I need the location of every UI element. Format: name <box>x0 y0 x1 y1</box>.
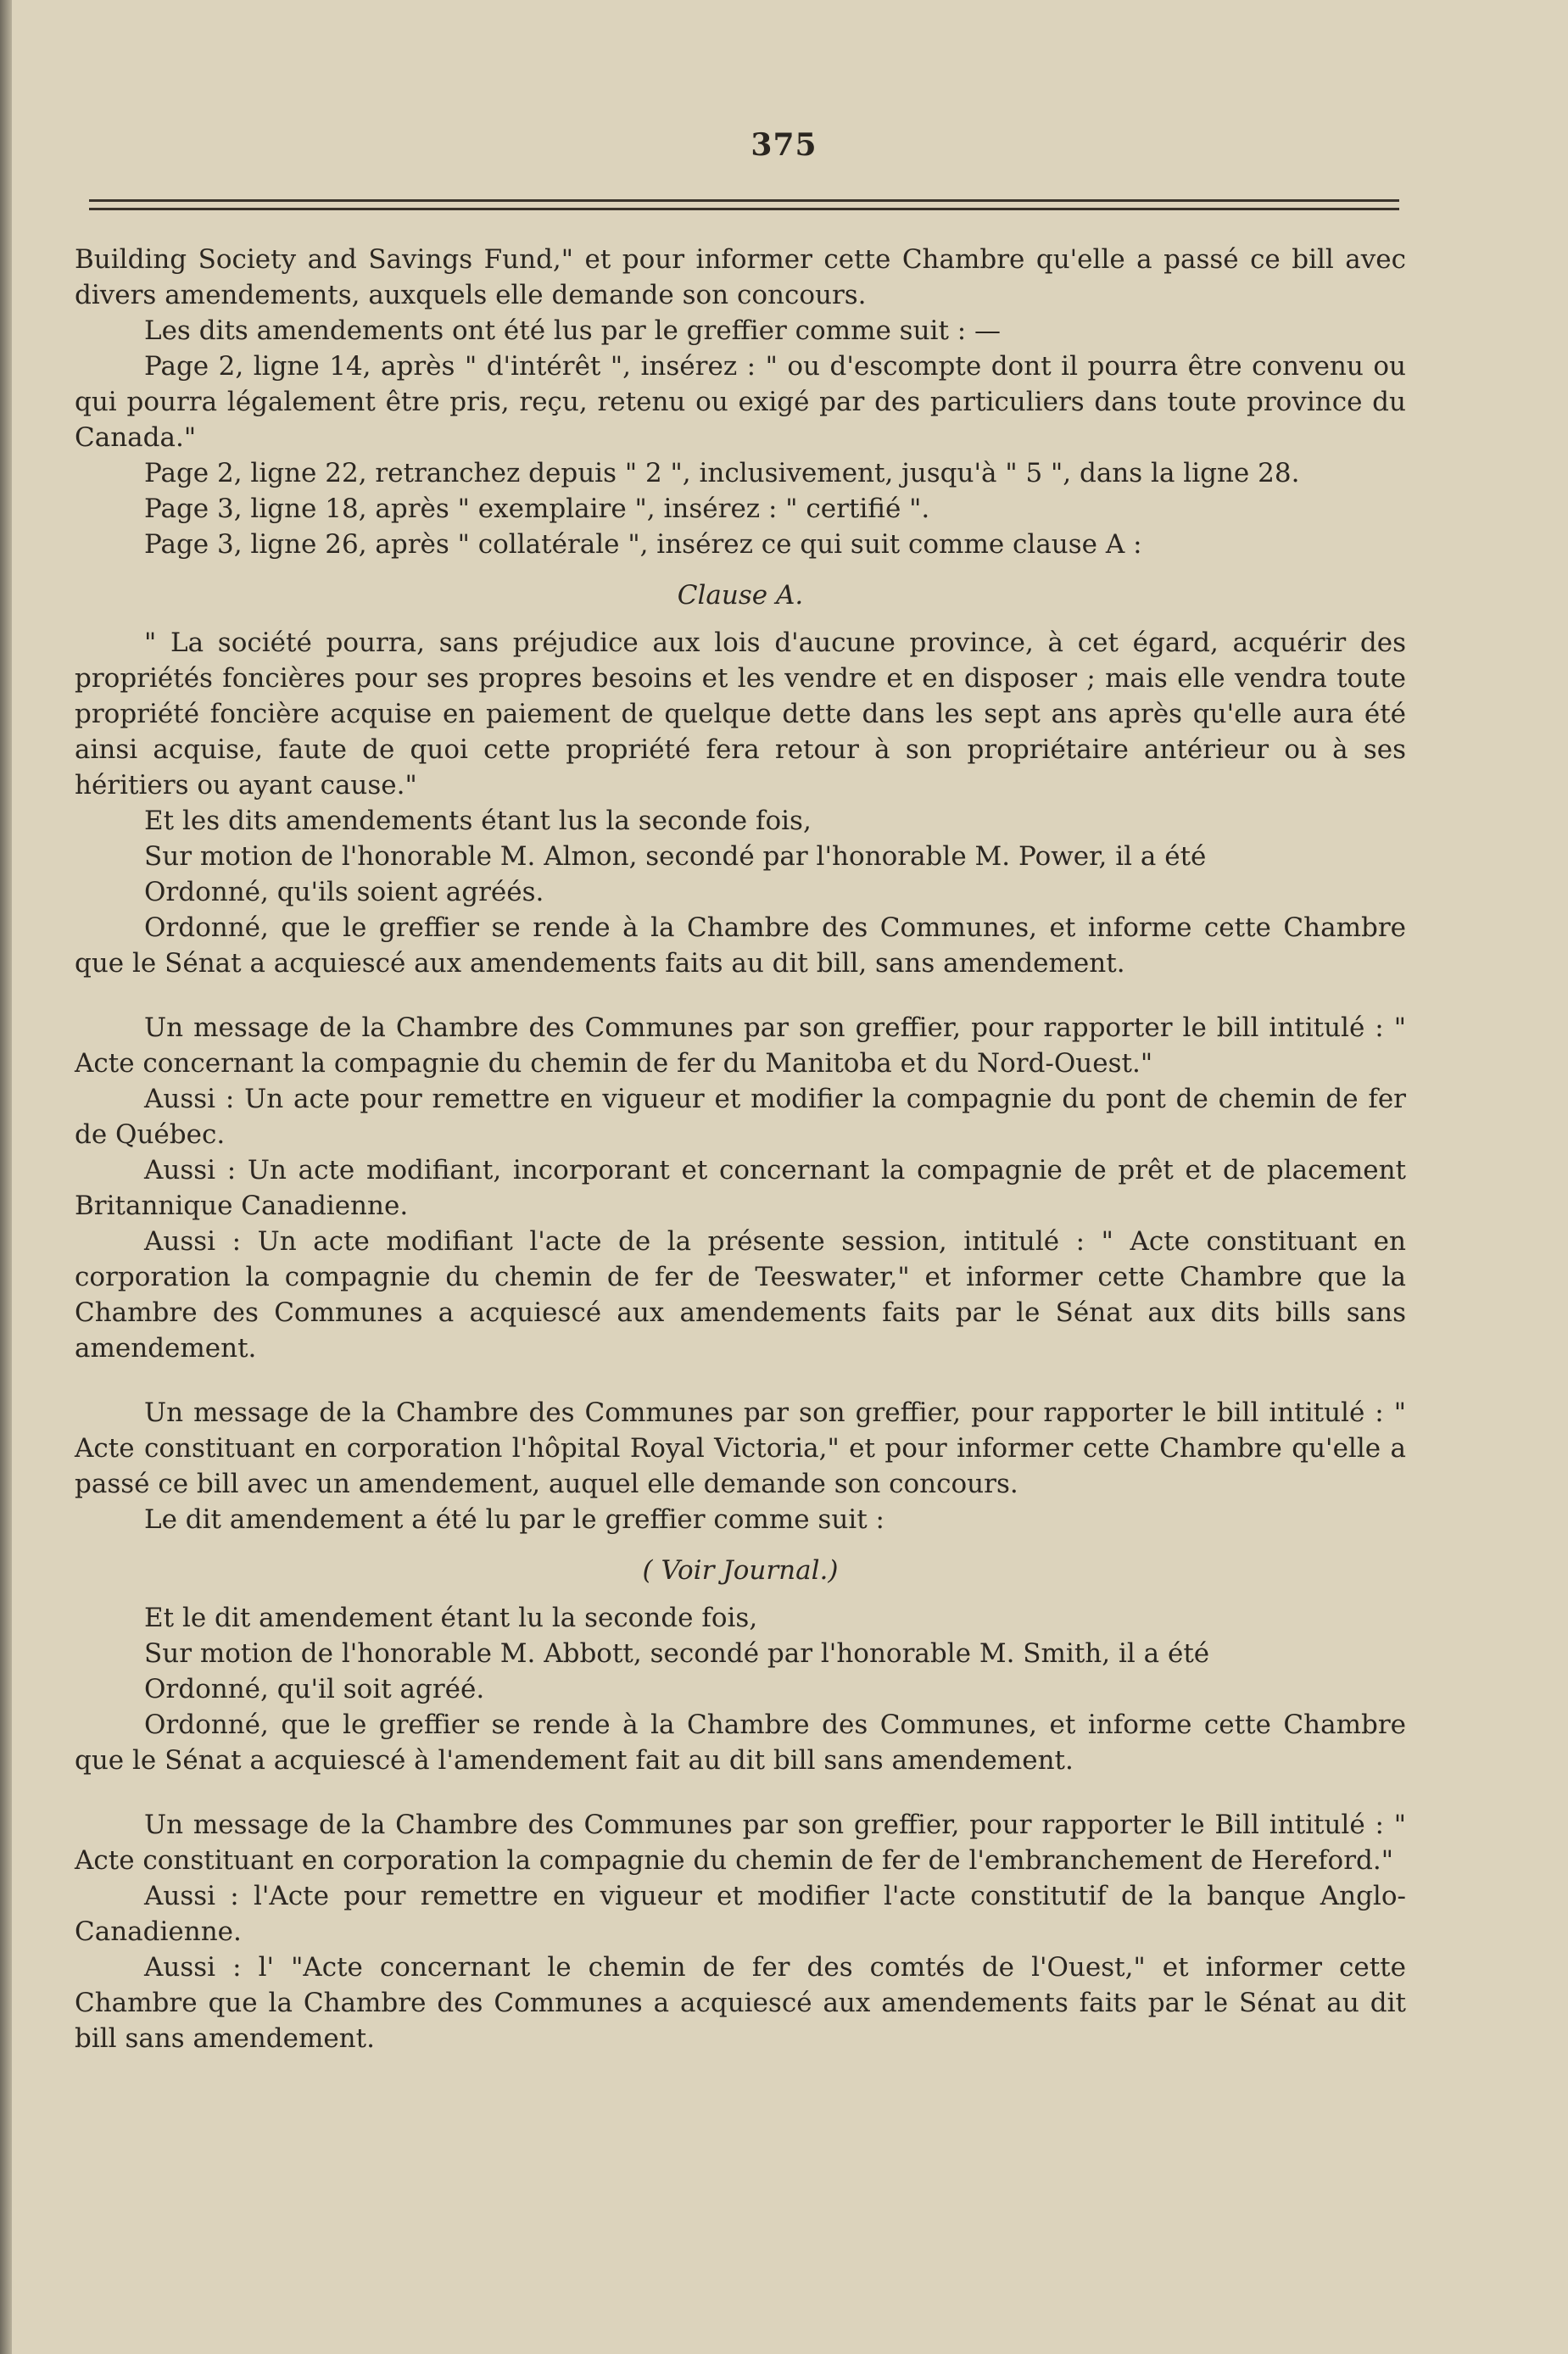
page-number: 375 <box>751 127 817 163</box>
paragraph: Et le dit amendement étant lu la seconde fois, <box>144 1603 758 1633</box>
paragraph: Un message de la Chambre des Communes par son greffier, pour rapporter le bill intitulé : " Acte concernant la compagnie du chemin de fer du Manitoba et du Nord-Ouest." <box>75 1012 1406 1079</box>
paragraph: Ordonné, qu'ils soient agréés. <box>144 877 544 907</box>
body-text <box>75 242 1406 2056</box>
paragraph: Page 2, ligne 14, après " d'intérêt ", insérez : " ou d'escompte dont il pourra être convenu ou qui pourra légalement être pris, reçu, retenu ou exigé par des particuliers dans toute province du Canada." <box>75 351 1406 453</box>
paragraph: Un message de la Chambre des Communes par son greffier, pour rapporter le Bill intitulé : " Acte constituant en corporation la compagnie du chemin de fer de l'embranchement de Hereford." <box>75 1810 1406 1876</box>
paragraph: Ordonné, que le greffier se rende à la Chambre des Communes, et informe cette Chambre que le Sénat a acquiescé aux amendements faits au dit bill, sans amendement. <box>75 912 1406 979</box>
section-heading: Clause A. <box>677 580 804 611</box>
paragraph: Aussi : l' "Acte concernant le chemin de fer des comtés de l'Ouest," et informer cette Chambre que la Chambre des Communes a acquiescé aux amendements faits par le Sénat au dit bill sans amendement. <box>75 1952 1406 2054</box>
paragraph: Building Society and Savings Fund," et pour informer cette Chambre qu'elle a passé ce bill avec divers amendements, auxquels elle demande son concours. <box>75 244 1406 310</box>
paragraph: Aussi : Un acte modifiant, incorporant et concernant la compagnie de prêt et de placement Britannique Canadienne. <box>75 1155 1406 1221</box>
section-heading: ( Voir Journal.) <box>642 1555 839 1586</box>
paragraph: Les dits amendements ont été lus par le greffier comme suit : — <box>144 315 1002 346</box>
header-rule-top <box>89 199 1399 202</box>
header-rule-bottom <box>89 208 1399 210</box>
paragraph: Aussi : Un acte pour remettre en vigueur et modifier la compagnie du pont de chemin de fer de Québec. <box>75 1084 1406 1150</box>
binding-shadow <box>0 0 12 2354</box>
paragraph: Un message de la Chambre des Communes par son greffier, pour rapporter le bill intitulé : " Acte constituant en corporation l'hôpital Royal Victoria," et pour informer cette Chambre qu'elle a passé ce bill avec un amendement, auquel elle demande son concours. <box>75 1397 1406 1499</box>
paragraph: Et les dits amendements étant lus la seconde fois, <box>144 806 812 836</box>
paragraph: Le dit amendement a été lu par le greffier comme suit : <box>144 1504 884 1535</box>
paragraph: Ordonné, que le greffier se rende à la Chambre des Communes, et informe cette Chambre que le Sénat a acquiescé à l'amendement fait au dit bill sans amendement. <box>75 1710 1406 1776</box>
paragraph: Aussi : l'Acte pour remettre en vigueur et modifier l'acte constitutif de la banque Anglo-Canadienne. <box>75 1881 1406 1947</box>
paragraph: Page 2, ligne 22, retranchez depuis " 2 ", inclusivement, jusqu'à " 5 ", dans la ligne 28. <box>144 458 1300 488</box>
paragraph: Ordonné, qu'il soit agréé. <box>144 1674 485 1704</box>
paragraph: Sur motion de l'honorable M. Almon, secondé par l'honorable M. Power, il a été <box>144 841 1207 872</box>
paragraph: Aussi : Un acte modifiant l'acte de la présente session, intitulé : " Acte constituant en corporation la compagnie du chemin de fer de Teeswater," et informer cette Chambre que la Chambre des Communes a acquiescé aux amendements faits par le Sénat aux dits bills sans amendement. <box>75 1226 1406 1364</box>
paragraph: " La société pourra, sans préjudice aux lois d'aucune province, à cet égard, acquérir des propriétés foncières pour ses propres besoins et les vendre et en disposer ; mais elle vendra toute propriété foncière acquise en paiement de quelque dette dans les sept ans après qu'elle aura été ainsi acquise, faute de quoi cette propriété fera retour à son propriétaire antérieur ou à ses héritiers ou ayant cause." <box>75 628 1406 800</box>
paragraph: Page 3, ligne 26, après " collatérale ", insérez ce qui suit comme clause A : <box>144 529 1142 560</box>
paragraph: Sur motion de l'honorable M. Abbott, secondé par l'honorable M. Smith, il a été <box>144 1638 1210 1669</box>
paragraph: Page 3, ligne 18, après " exemplaire ", insérez : " certifié ". <box>144 494 930 524</box>
